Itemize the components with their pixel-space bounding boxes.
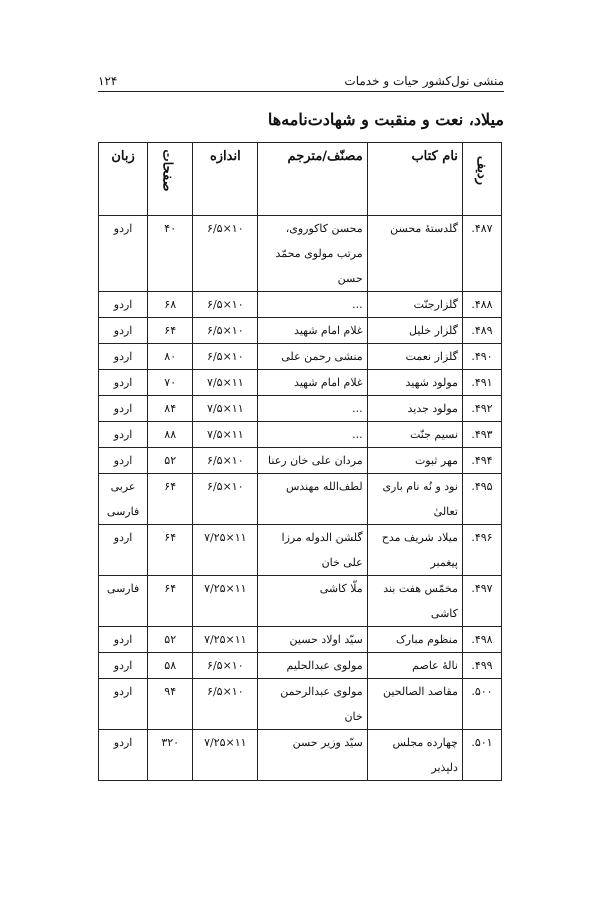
book-author-line: محسن کاکوروی، xyxy=(285,222,363,235)
book-author-line: علی خان xyxy=(321,556,363,569)
row-number: ۴۸۷. xyxy=(462,216,501,292)
table-row xyxy=(99,422,502,448)
book-title-line: مخمّس هفت بند xyxy=(383,582,458,595)
book-title xyxy=(367,344,462,370)
row-number: ۴۹۳. xyxy=(462,422,501,448)
book-language xyxy=(99,474,148,525)
book-author xyxy=(258,396,367,422)
book-size: ۱۰×۶/۵ xyxy=(193,448,258,474)
book-language-line: اردو xyxy=(113,454,133,467)
book-author xyxy=(258,525,367,576)
row-number: ۴۹۶. xyxy=(462,525,501,576)
book-language xyxy=(99,318,148,344)
book-author xyxy=(258,679,367,730)
row-number: ۴۹۲. xyxy=(462,396,501,422)
book-author xyxy=(258,216,367,292)
book-title xyxy=(367,448,462,474)
table-row xyxy=(99,525,502,576)
header-size: اندازه xyxy=(193,143,258,216)
table-row xyxy=(99,730,502,781)
book-pages: ۳۲۰ xyxy=(148,730,193,781)
book-author-line: ... xyxy=(352,298,363,311)
book-title xyxy=(367,370,462,396)
book-title-line: میلاد شریف مدح xyxy=(381,531,458,544)
book-size: ۱۰×۶/۵ xyxy=(193,318,258,344)
book-author-line: سیّد وزیر حسن xyxy=(292,736,363,749)
book-language xyxy=(99,576,148,627)
book-pages: ۶۴ xyxy=(148,576,193,627)
table-row xyxy=(99,474,502,525)
book-language-line: اردو xyxy=(113,324,133,337)
book-language xyxy=(99,730,148,781)
book-author-line: سیّد اولاد حسین xyxy=(289,633,363,646)
book-title xyxy=(367,576,462,627)
header-lang: زبان xyxy=(99,143,148,216)
book-language-line: اردو xyxy=(113,685,133,698)
book-pages: ۸۰ xyxy=(148,344,193,370)
book-author-line: مولوی عبدالرحمن xyxy=(280,685,363,698)
book-title xyxy=(367,730,462,781)
book-language-line: فارسی xyxy=(106,505,140,518)
book-author xyxy=(258,653,367,679)
book-pages: ۶۸ xyxy=(148,292,193,318)
book-title xyxy=(367,474,462,525)
book-size: ۱۱×۷/۵ xyxy=(193,396,258,422)
book-language-line: اردو xyxy=(113,298,133,311)
header-num: ردیف xyxy=(462,143,501,216)
book-author xyxy=(258,370,367,396)
book-pages: ۵۲ xyxy=(148,627,193,653)
book-author-line: ... xyxy=(352,402,363,415)
book-language xyxy=(99,344,148,370)
book-author xyxy=(258,422,367,448)
book-author-line: مرتب مولوی محمّد xyxy=(275,247,363,260)
book-title xyxy=(367,216,462,292)
book-language-line: عربی xyxy=(110,480,136,493)
book-title-line: مهر ثبوت xyxy=(414,454,458,467)
table-row xyxy=(99,679,502,730)
header-pages: صفحات xyxy=(148,143,193,216)
book-size: ۱۰×۶/۵ xyxy=(193,653,258,679)
table-row xyxy=(99,396,502,422)
book-language-line: اردو xyxy=(113,659,133,672)
book-language-line: اردو xyxy=(113,376,133,389)
table-row xyxy=(99,344,502,370)
book-title xyxy=(367,292,462,318)
book-author-line: غلام امام شهید xyxy=(294,376,363,389)
catalog-table xyxy=(98,142,502,781)
book-size: ۱۰×۶/۵ xyxy=(193,292,258,318)
book-title xyxy=(367,525,462,576)
book-language-line: اردو xyxy=(113,428,133,441)
book-pages: ۶۴ xyxy=(148,525,193,576)
book-language-line: اردو xyxy=(113,222,133,235)
book-language xyxy=(99,396,148,422)
book-title xyxy=(367,422,462,448)
book-title xyxy=(367,318,462,344)
book-title-line: گلدستهٔ محسن xyxy=(390,222,458,235)
book-author-line: خان xyxy=(344,710,363,723)
book-title-line: مولود شهید xyxy=(405,376,458,389)
book-author-line: منشی رحمن علی xyxy=(281,350,363,363)
book-title-line: پیغمبر xyxy=(430,556,458,569)
book-language xyxy=(99,653,148,679)
header-title-col: نام کتاب xyxy=(367,143,462,216)
row-number: ۴۹۰. xyxy=(462,344,501,370)
book-size: ۱۱×۷/۲۵ xyxy=(193,576,258,627)
book-title-line: نسیم جنّت xyxy=(409,428,458,441)
book-author-line: لطف‌الله مهندس xyxy=(285,480,363,493)
book-language xyxy=(99,679,148,730)
book-author xyxy=(258,474,367,525)
row-number: ۴۹۹. xyxy=(462,653,501,679)
header-title: منشی نول‌کشور حیات و خدمات xyxy=(344,74,504,88)
book-pages: ۶۴ xyxy=(148,474,193,525)
book-author xyxy=(258,627,367,653)
book-pages: ۸۸ xyxy=(148,422,193,448)
table-row xyxy=(99,318,502,344)
book-size: ۱۰×۶/۵ xyxy=(193,474,258,525)
row-number: ۴۹۷. xyxy=(462,576,501,627)
table-row xyxy=(99,448,502,474)
book-title-line: مقاصد الصالحین xyxy=(383,685,458,698)
book-language-line: فارسی xyxy=(106,582,140,595)
book-language xyxy=(99,422,148,448)
row-number: ۴۹۸. xyxy=(462,627,501,653)
book-title-line: نود و نُه نام باری xyxy=(382,480,458,493)
book-title xyxy=(367,396,462,422)
table-row xyxy=(99,627,502,653)
book-title-line: کاشی xyxy=(430,607,458,620)
section-heading: میلاد، نعت و منقبت و شهادت‌نامه‌ها xyxy=(267,110,504,129)
book-author-line: مولوی عبدالحلیم xyxy=(286,659,363,672)
table-row xyxy=(99,292,502,318)
book-author-line: غلام امام شهید xyxy=(294,324,363,337)
row-number: ۴۸۹. xyxy=(462,318,501,344)
book-author xyxy=(258,730,367,781)
book-language-line: اردو xyxy=(113,402,133,415)
row-number: ۵۰۰. xyxy=(462,679,501,730)
book-size: ۱۱×۷/۲۵ xyxy=(193,525,258,576)
book-author xyxy=(258,448,367,474)
book-title xyxy=(367,653,462,679)
book-size: ۱۰×۶/۵ xyxy=(193,679,258,730)
book-title-line: مولود جدید xyxy=(407,402,458,415)
book-pages: ۶۴ xyxy=(148,318,193,344)
book-pages: ۹۴ xyxy=(148,679,193,730)
book-pages: ۷۰ xyxy=(148,370,193,396)
header-author: مصنّف/مترجم xyxy=(258,143,367,216)
book-title xyxy=(367,627,462,653)
book-language xyxy=(99,370,148,396)
book-size: ۱۱×۷/۵ xyxy=(193,422,258,448)
table-body xyxy=(99,216,502,781)
book-author xyxy=(258,344,367,370)
row-number: ۴۹۴. xyxy=(462,448,501,474)
table-header-row xyxy=(99,143,502,216)
table-row xyxy=(99,216,502,292)
book-language xyxy=(99,448,148,474)
book-title-line: گلزار خلیل xyxy=(409,324,458,337)
book-title-line: چهارده مجلس xyxy=(392,736,458,749)
book-title-line: نالهٔ عاصم xyxy=(412,659,458,672)
book-title-line: تعالیٰ xyxy=(433,505,458,518)
row-number: ۴۹۱. xyxy=(462,370,501,396)
page-number: ۱۲۴ xyxy=(98,74,118,88)
book-title-line: منظوم مبارک xyxy=(395,633,458,646)
table-row xyxy=(99,653,502,679)
book-language xyxy=(99,627,148,653)
book-author xyxy=(258,318,367,344)
book-title-line: دلپذیر xyxy=(431,761,458,774)
book-language xyxy=(99,292,148,318)
book-language-line: اردو xyxy=(113,736,133,749)
book-author xyxy=(258,576,367,627)
book-language-line: اردو xyxy=(113,531,133,544)
book-language xyxy=(99,216,148,292)
book-author-line: حسن xyxy=(337,272,363,285)
book-author-line: ملّا کاشی xyxy=(319,582,363,595)
book-author-line: مردان علی خان رعنا xyxy=(268,454,363,467)
book-author xyxy=(258,292,367,318)
row-number: ۴۹۵. xyxy=(462,474,501,525)
book-pages: ۸۴ xyxy=(148,396,193,422)
book-title xyxy=(367,679,462,730)
table-row xyxy=(99,370,502,396)
book-title-line: گلزار نعمت xyxy=(405,350,458,363)
book-author-line: ... xyxy=(352,428,363,441)
book-language-line: اردو xyxy=(113,633,133,646)
book-author-line: گلشن الدوله مرزا xyxy=(281,531,363,544)
book-title-line: گلزارجنّت xyxy=(413,298,458,311)
book-pages: ۵۸ xyxy=(148,653,193,679)
book-size: ۱۰×۶/۵ xyxy=(193,344,258,370)
running-header xyxy=(98,66,504,92)
row-number: ۵۰۱. xyxy=(462,730,501,781)
book-language xyxy=(99,525,148,576)
row-number: ۴۸۸. xyxy=(462,292,501,318)
book-pages: ۴۰ xyxy=(148,216,193,292)
book-pages: ۵۲ xyxy=(148,448,193,474)
table-row xyxy=(99,576,502,627)
book-size: ۱۱×۷/۲۵ xyxy=(193,627,258,653)
book-size: ۱۰×۶/۵ xyxy=(193,216,258,292)
book-size: ۱۱×۷/۲۵ xyxy=(193,730,258,781)
book-size: ۱۱×۷/۵ xyxy=(193,370,258,396)
book-language-line: اردو xyxy=(113,350,133,363)
